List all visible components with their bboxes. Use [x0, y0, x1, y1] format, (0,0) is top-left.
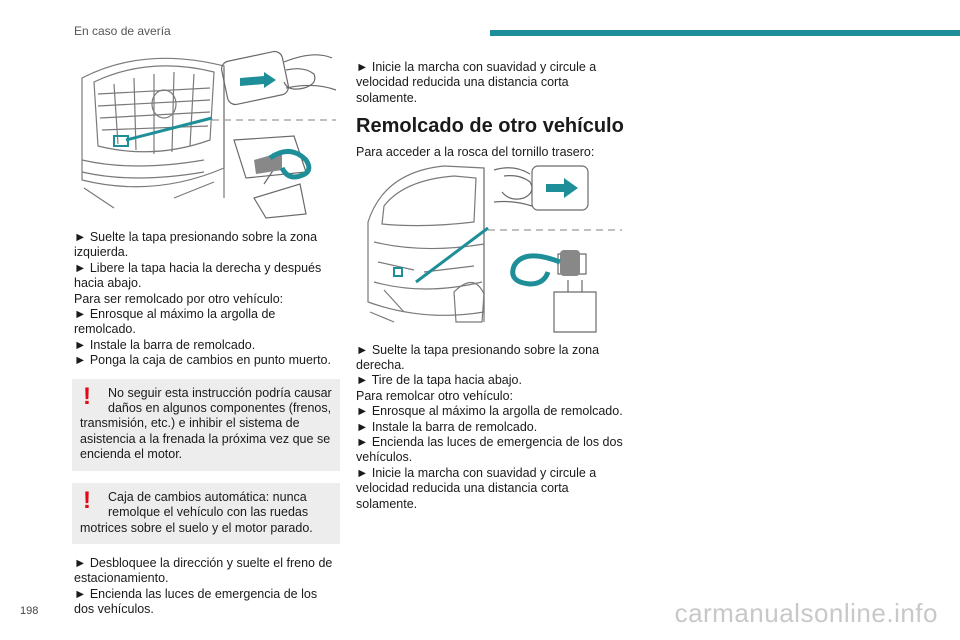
watermark: carmanualsonline.info — [674, 598, 938, 628]
step-text: ► Ponga la caja de cambios en punto muerto. — [74, 353, 331, 368]
step-text: ► Desbloquee la dirección y suelte el freno de estacionamiento. — [74, 555, 333, 586]
warning-box — [72, 379, 340, 471]
warning-text: No seguir esta instrucción podría causar — [108, 385, 332, 400]
step-text: ► Enrosque al máximo la argolla de remolcado. — [356, 404, 623, 419]
step-text: ► Suelte la tapa presionando sobre la zona derecha. — [356, 342, 600, 373]
exclamation-icon: ! — [83, 486, 91, 514]
left-column — [74, 230, 340, 618]
step-text: ► Suelte la tapa presionando sobre la zona izquierda. — [74, 230, 318, 260]
warning-text: motrices sobre el suelo y el motor parado. — [80, 520, 313, 535]
section-heading: Remolcado de otro vehículo — [356, 115, 624, 138]
warning-text: daños en algunos componentes (frenos, — [108, 401, 332, 416]
step-text: ► Instale la barra de remolcado. — [74, 337, 256, 352]
header-accent-bar — [490, 30, 960, 36]
intro-text: Para remolcar otro vehículo: — [356, 388, 514, 403]
header-section-title: En caso de avería — [74, 24, 171, 38]
front-towing-illustration — [74, 48, 340, 220]
step-text: ► Instale la barra de remolcado. — [356, 419, 538, 434]
page-number: 198 — [20, 605, 39, 617]
step-text: ► Tire de la tapa hacia abajo. — [356, 373, 522, 388]
step-text: ► Encienda las luces de emergencia de los dos vehículos. — [356, 435, 623, 465]
step-text: ► Enrosque al máximo la argolla de remolcado. — [74, 307, 276, 337]
warning-box — [72, 483, 340, 544]
step-text: ► Inicie la marcha con suavidad y circule a velocidad reducida una distancia corta solamente. — [356, 465, 597, 511]
section-intro: Para acceder a la rosca del tornillo trasero: — [356, 145, 595, 160]
warning-text: Caja de cambios automática: nunca — [108, 489, 307, 504]
intro-text: Para ser remolcado por otro vehículo: — [74, 291, 284, 306]
step-text: ► Inicie la marcha con suavidad y circule a velocidad reducida una distancia corta solamente. — [356, 60, 597, 105]
step-text: ► Libere la tapa hacia la derecha y después hacia abajo. — [74, 260, 322, 291]
rear-towing-illustration — [364, 162, 626, 334]
warning-text: transmisión, etc.) e inhibir el sistema de asistencia a la frenada la próxima vez que se encienda el motor. — [80, 416, 331, 462]
exclamation-icon: ! — [83, 382, 91, 410]
step-text: ► Encienda las luces de emergencia de los dos vehículos. — [74, 586, 318, 617]
warning-text: remolque el vehículo con las ruedas — [108, 505, 309, 520]
